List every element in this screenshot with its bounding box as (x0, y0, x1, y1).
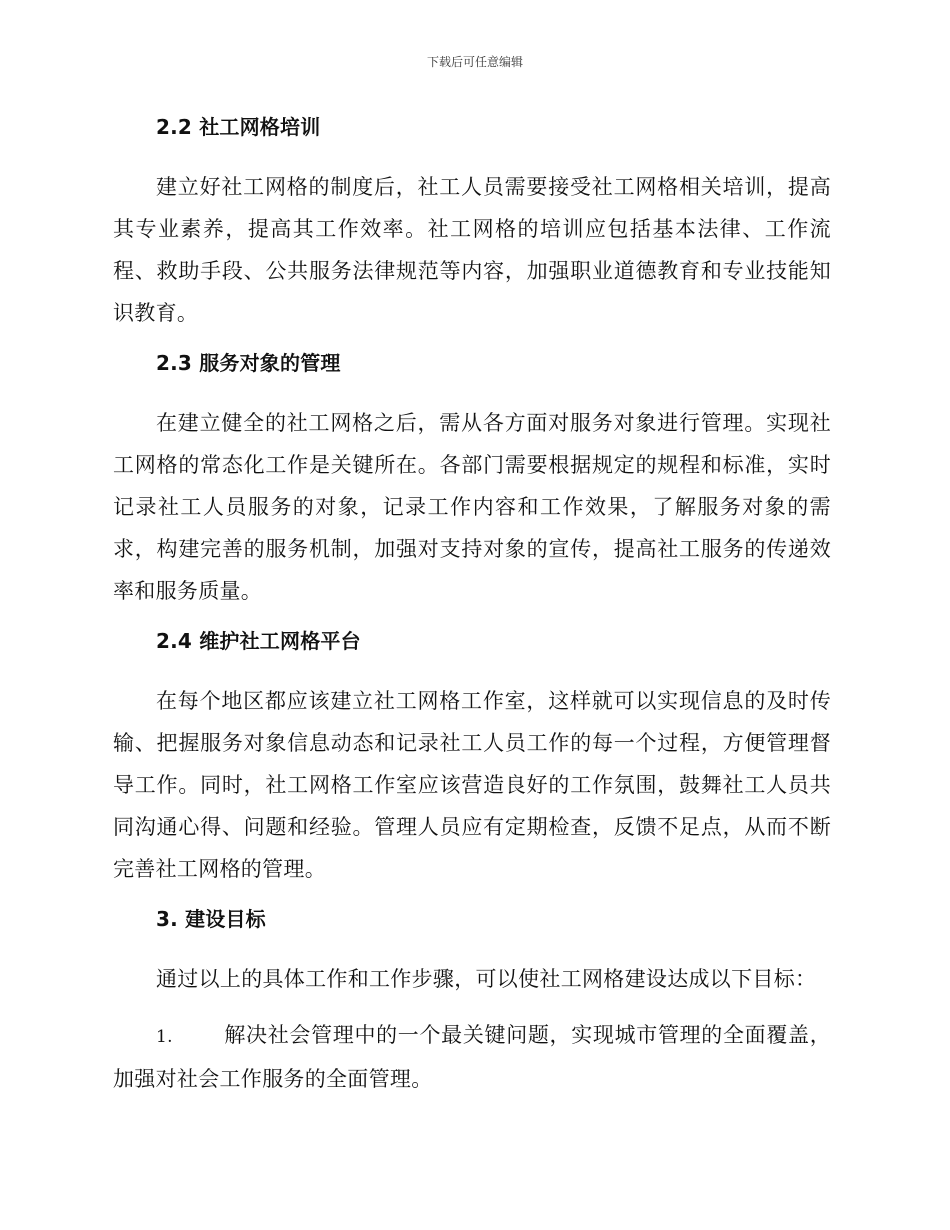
paragraph: 建立好社工网格的制度后，社工人员需要接受社工网格相关培训，提高其专业素养，提高其工作效率。社工网格的培训应包括基本法律、工作流程、救助手段、公共服务法律规范等内容，加强职业道德教育和专业技能知识教育。 (113, 175, 831, 325)
section-heading-2-2: 2.2 社工网格培训 (156, 115, 321, 139)
list-item (113, 1014, 831, 1100)
list-item-text: 解决社会管理中的一个最关键问题，实现城市管理的全面覆盖，加强对社会工作服务的全面管理。 (113, 1023, 831, 1091)
section-heading-3: 3. 建设目标 (156, 907, 266, 931)
section-heading-2-4: 2.4 维护社工网格平台 (156, 629, 361, 653)
section-heading-2-3: 2.3 服务对象的管理 (156, 351, 341, 375)
page-header: 下载后可任意编辑 (426, 55, 523, 69)
paragraph: 通过以上的具体工作和工作步骤，可以使社工网格建设达成以下目标： (156, 967, 817, 991)
paragraph: 在每个地区都应该建立社工网格工作室，这样就可以实现信息的及时传输、把握服务对象信息动态和记录社工人员工作的每一个过程，方便管理督导工作。同时，社工网格工作室应该营造良好的工作氛围，鼓舞社工人员共同沟通心得、问题和经验。管理人员应有定期检查，反馈不足点，从而不断完善社工网格的管理。 (113, 689, 831, 881)
paragraph: 在建立健全的社工网格之后，需从各方面对服务对象进行管理。实现社工网格的常态化工作是关键所在。各部门需要根据规定的规程和标准，实时记录社工人员服务的对象，记录工作内容和工作效果，了解服务对象的需求，构建完善的服务机制，加强对支持对象的宣传，提高社工服务的传递效率和服务质量。 (113, 411, 831, 603)
document-body (113, 112, 831, 1100)
list-item-number: 1. (156, 1027, 173, 1047)
